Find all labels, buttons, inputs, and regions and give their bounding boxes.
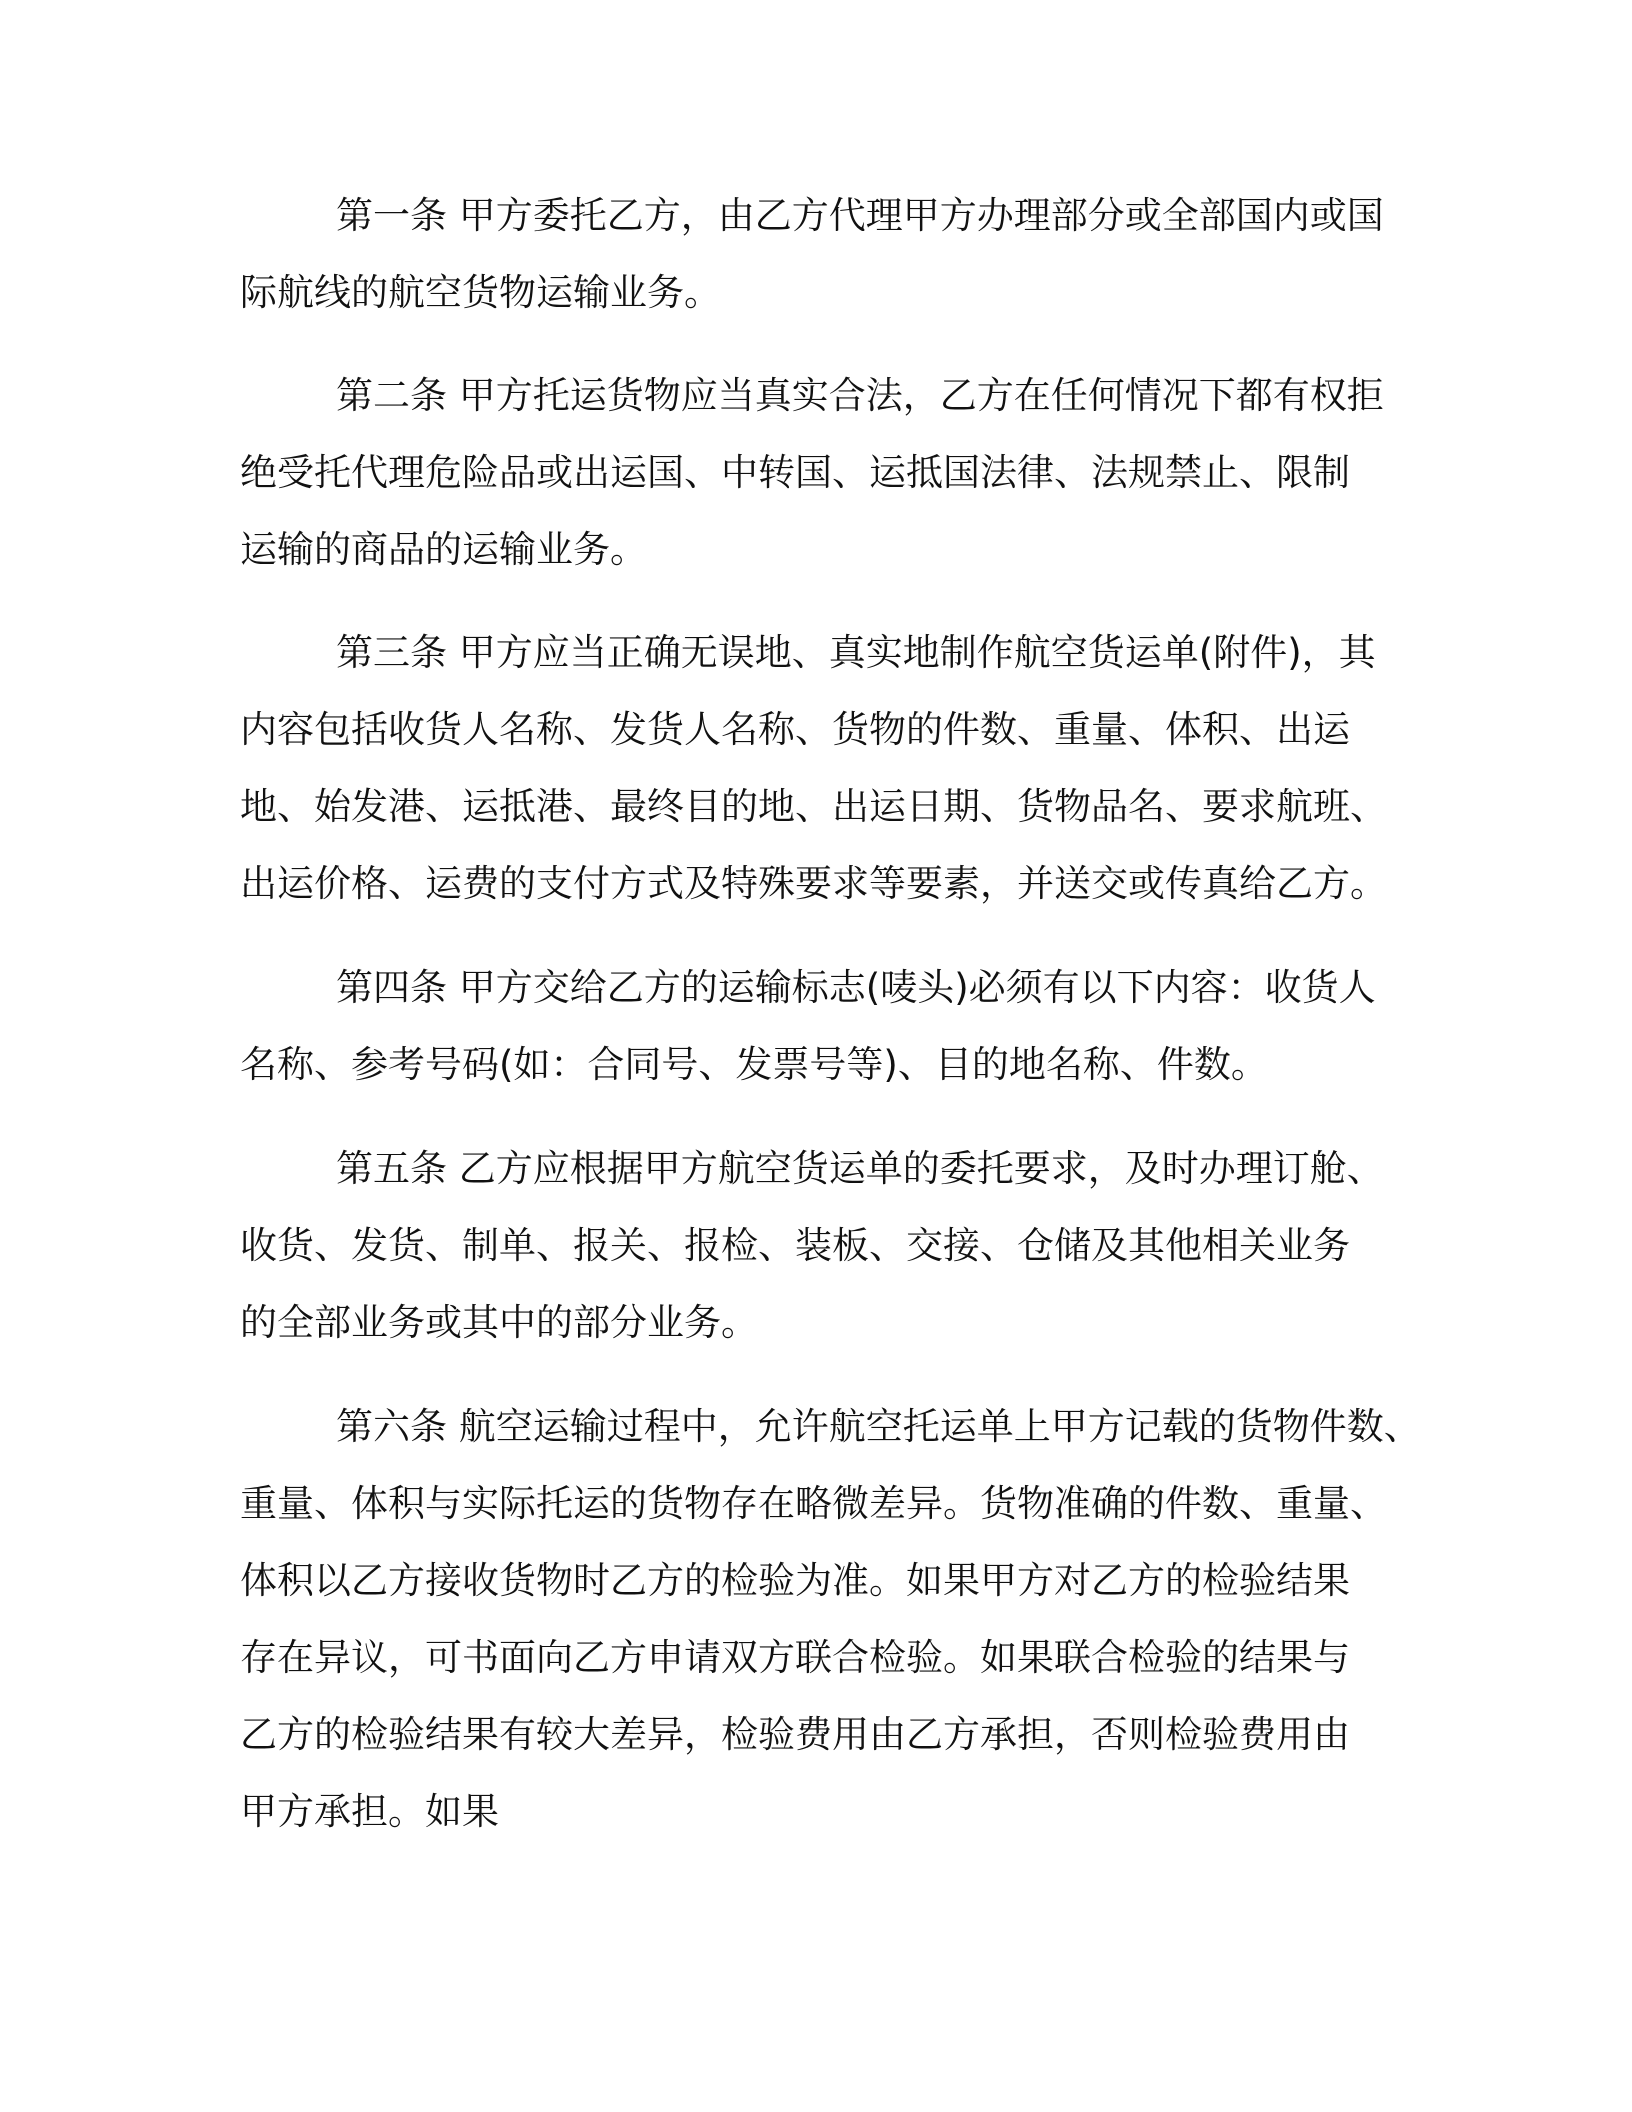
article-2-line-2: 绝受托代理危险品或出运国、中转国、运抵国法律、法规禁止、限制 xyxy=(240,451,1350,494)
article-6-line-3: 体积以乙方接收货物时乙方的检验为准。如果甲方对乙方的检验结果 xyxy=(240,1559,1350,1602)
article-1-line-1: 第一条 甲方委托乙方，由乙方代理甲方办理部分或全部国内或国 xyxy=(336,194,1384,237)
article-3 xyxy=(240,614,1420,922)
article-6-line-6: 甲方承担。如果 xyxy=(240,1790,499,1833)
article-6 xyxy=(240,1388,1420,1850)
article-3-line-3: 地、始发港、运抵港、最终目的地、出运日期、货物品名、要求航班、 xyxy=(240,785,1387,828)
article-4-line-2: 名称、参考号码(如：合同号、发票号等)、目的地名称、件数。 xyxy=(240,1043,1268,1086)
article-6-line-2: 重量、体积与实际托运的货物存在略微差异。货物准确的件数、重量、 xyxy=(240,1482,1387,1525)
article-2-line-1: 第二条 甲方托运货物应当真实合法，乙方在任何情况下都有权拒 xyxy=(336,374,1384,417)
article-6-line-4: 存在异议，可书面向乙方申请双方联合检验。如果联合检验的结果与 xyxy=(240,1636,1350,1679)
article-1-line-2: 际航线的航空货物运输业务。 xyxy=(240,271,721,314)
article-4 xyxy=(240,949,1420,1103)
article-5 xyxy=(240,1130,1420,1361)
article-1 xyxy=(240,177,1420,331)
article-3-line-1: 第三条 甲方应当正确无误地、真实地制作航空货运单(附件)，其 xyxy=(336,631,1376,674)
article-2 xyxy=(240,357,1420,588)
article-6-line-5: 乙方的检验结果有较大差异，检验费用由乙方承担，否则检验费用由 xyxy=(240,1713,1350,1756)
article-6-line-1: 第六条 航空运输过程中，允许航空托运单上甲方记载的货物件数、 xyxy=(336,1405,1421,1448)
article-5-line-1: 第五条 乙方应根据甲方航空货运单的委托要求，及时办理订舱、 xyxy=(336,1147,1384,1190)
article-5-line-2: 收货、发货、制单、报关、报检、装板、交接、仓储及其他相关业务 xyxy=(240,1224,1350,1267)
article-2-line-3: 运输的商品的运输业务。 xyxy=(240,528,647,571)
article-4-line-1: 第四条 甲方交给乙方的运输标志(唛头)必须有以下内容：收货人 xyxy=(336,966,1376,1009)
article-5-line-3: 的全部业务或其中的部分业务。 xyxy=(240,1301,758,1344)
article-3-line-4: 出运价格、运费的支付方式及特殊要求等要素，并送交或传真给乙方。 xyxy=(240,862,1387,905)
article-3-line-2: 内容包括收货人名称、发货人名称、货物的件数、重量、体积、出运 xyxy=(240,708,1350,751)
